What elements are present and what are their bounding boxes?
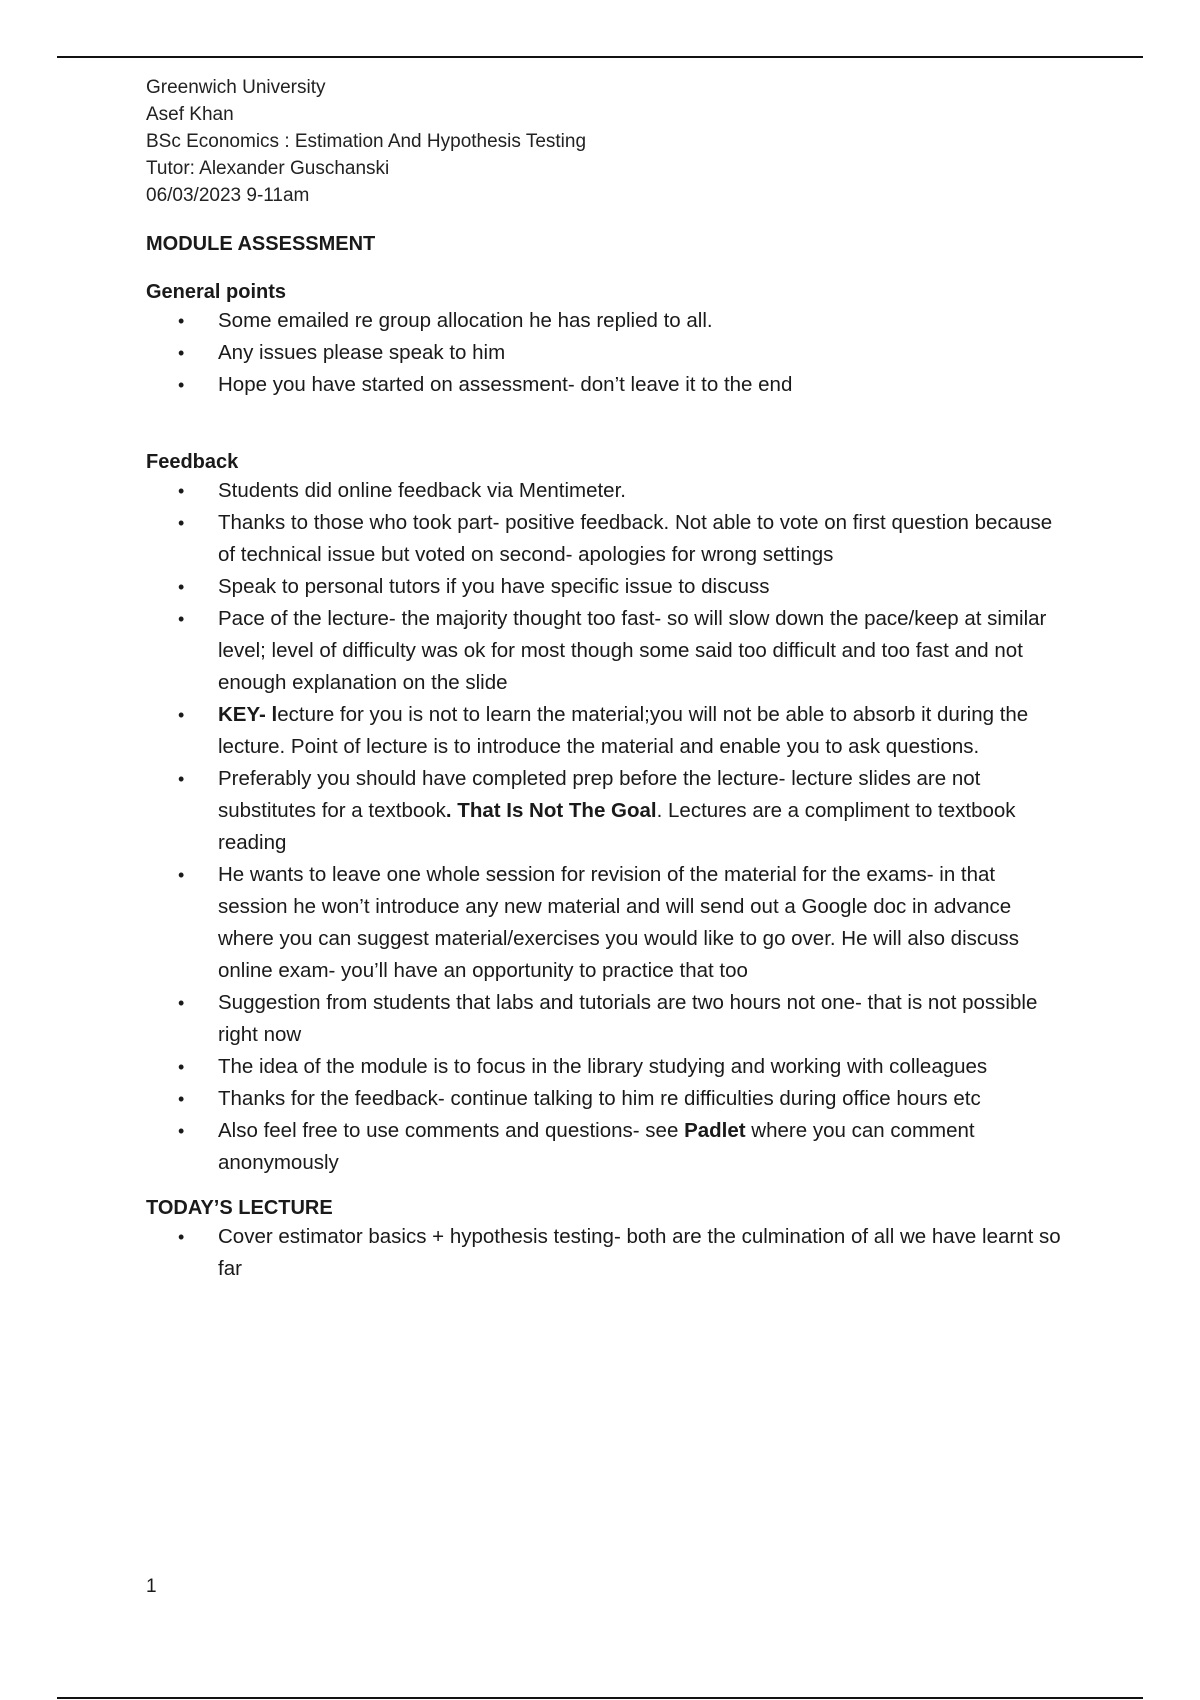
list-item-text: Preferably you should have completed prep before the lecture- lecture slides are not substitutes for a textbook bbox=[218, 767, 981, 822]
list-item bbox=[146, 507, 1066, 571]
bullet-icon: • bbox=[178, 513, 185, 533]
heading-general-points: General points bbox=[146, 281, 287, 303]
bullet-icon: • bbox=[178, 1227, 185, 1247]
list-item-text: Speak to personal tutors if you have specific issue to discuss bbox=[218, 575, 770, 598]
list-item-text: Thanks for the feedback- continue talking to him re difficulties during office hours etc bbox=[218, 1087, 981, 1110]
bullet-icon: • bbox=[178, 1121, 185, 1141]
list-item-text: Pace of the lecture- the majority thought too fast- so will slow down the pace/keep at similar level; level of difficulty was ok for most though some said too difficult and too fast and not enough explanation on the slide bbox=[218, 607, 1047, 694]
bullet-icon: • bbox=[178, 609, 185, 629]
list-item-text: Any issues please speak to him bbox=[218, 341, 506, 364]
bullet-icon: • bbox=[178, 577, 185, 597]
list-item-text: Cover estimator basics + hypothesis testing- both are the culmination of all we have learnt so far bbox=[218, 1225, 1061, 1280]
bullet-icon: • bbox=[178, 481, 185, 501]
list-item bbox=[146, 1115, 1066, 1179]
list-item-text: He wants to leave one whole session for revision of the material for the exams- in that session he won’t introduce any new material and will send out a Google doc in advance where you can suggest material/exercises you would like to go over. He will also discuss online exam- you’ll have an opportunity to practice that too bbox=[218, 863, 1020, 982]
bullet-icon: • bbox=[178, 1089, 185, 1109]
emphasis-text: . That Is Not The Goal bbox=[445, 799, 657, 822]
list-item-text: Also feel free to use comments and questions- see bbox=[218, 1119, 685, 1142]
list-item bbox=[146, 987, 1066, 1051]
key-label: KEY- l bbox=[218, 703, 278, 726]
course-title: BSc Economics : Estimation And Hypothesis Testing bbox=[146, 131, 587, 152]
list-item bbox=[146, 603, 1066, 699]
padlet-label: Padlet bbox=[684, 1119, 746, 1142]
list-item bbox=[146, 305, 1066, 337]
list-item bbox=[146, 699, 1066, 763]
list-item-text: Hope you have started on assessment- don’t leave it to the end bbox=[218, 373, 793, 396]
list-item bbox=[146, 337, 1066, 369]
bullet-icon: • bbox=[178, 705, 185, 725]
todays-lecture-list bbox=[146, 1221, 1066, 1285]
bullet-icon: • bbox=[178, 865, 185, 885]
bullet-icon: • bbox=[178, 769, 185, 789]
tutor-name: Tutor: Alexander Guschanski bbox=[146, 158, 390, 179]
bottom-rule bbox=[57, 1697, 1143, 1699]
page-number: 1 bbox=[146, 1576, 157, 1597]
list-item bbox=[146, 571, 1066, 603]
list-item bbox=[146, 1051, 1066, 1083]
list-item bbox=[146, 1083, 1066, 1115]
list-item-text: where you can comment anonymously bbox=[218, 1119, 975, 1174]
list-item-text: Thanks to those who took part- positive feedback. Not able to vote on first question because of technical issue but voted on second- apologies for wrong settings bbox=[218, 511, 1053, 566]
lecture-datetime: 06/03/2023 9-11am bbox=[146, 185, 310, 206]
author-name: Asef Khan bbox=[146, 104, 234, 125]
list-item-text: ecture for you is not to learn the material;you will not be able to absorb it during the lecture. Point of lecture is to introduce the material and enable you to ask questions. bbox=[218, 703, 1029, 758]
bullet-icon: • bbox=[178, 375, 185, 395]
list-item-text: Some emailed re group allocation he has replied to all. bbox=[218, 309, 713, 332]
list-item-text: . Lectures are a compliment to textbook reading bbox=[218, 799, 1016, 854]
heading-todays-lecture: TODAY’S LECTURE bbox=[146, 1197, 333, 1219]
top-rule bbox=[57, 56, 1143, 58]
list-item bbox=[146, 763, 1066, 859]
bullet-icon: • bbox=[178, 993, 185, 1013]
list-item bbox=[146, 1221, 1066, 1285]
list-item-text: Suggestion from students that labs and tutorials are two hours not one- that is not possible right now bbox=[218, 991, 1038, 1046]
heading-feedback: Feedback bbox=[146, 451, 239, 473]
document-body bbox=[146, 74, 1066, 1285]
bullet-icon: • bbox=[178, 311, 185, 331]
university-name: Greenwich University bbox=[146, 77, 326, 98]
bullet-icon: • bbox=[178, 343, 185, 363]
list-item bbox=[146, 369, 1066, 401]
bullet-icon: • bbox=[178, 1057, 185, 1077]
heading-module-assessment: MODULE ASSESSMENT bbox=[146, 233, 376, 255]
list-item-text: Students did online feedback via Mentimeter. bbox=[218, 479, 626, 502]
general-points-list bbox=[146, 305, 1066, 401]
list-item bbox=[146, 859, 1066, 987]
document-header bbox=[146, 74, 1066, 209]
feedback-list bbox=[146, 475, 1066, 1179]
list-item bbox=[146, 475, 1066, 507]
list-item-text: The idea of the module is to focus in the library studying and working with colleagues bbox=[218, 1055, 988, 1078]
